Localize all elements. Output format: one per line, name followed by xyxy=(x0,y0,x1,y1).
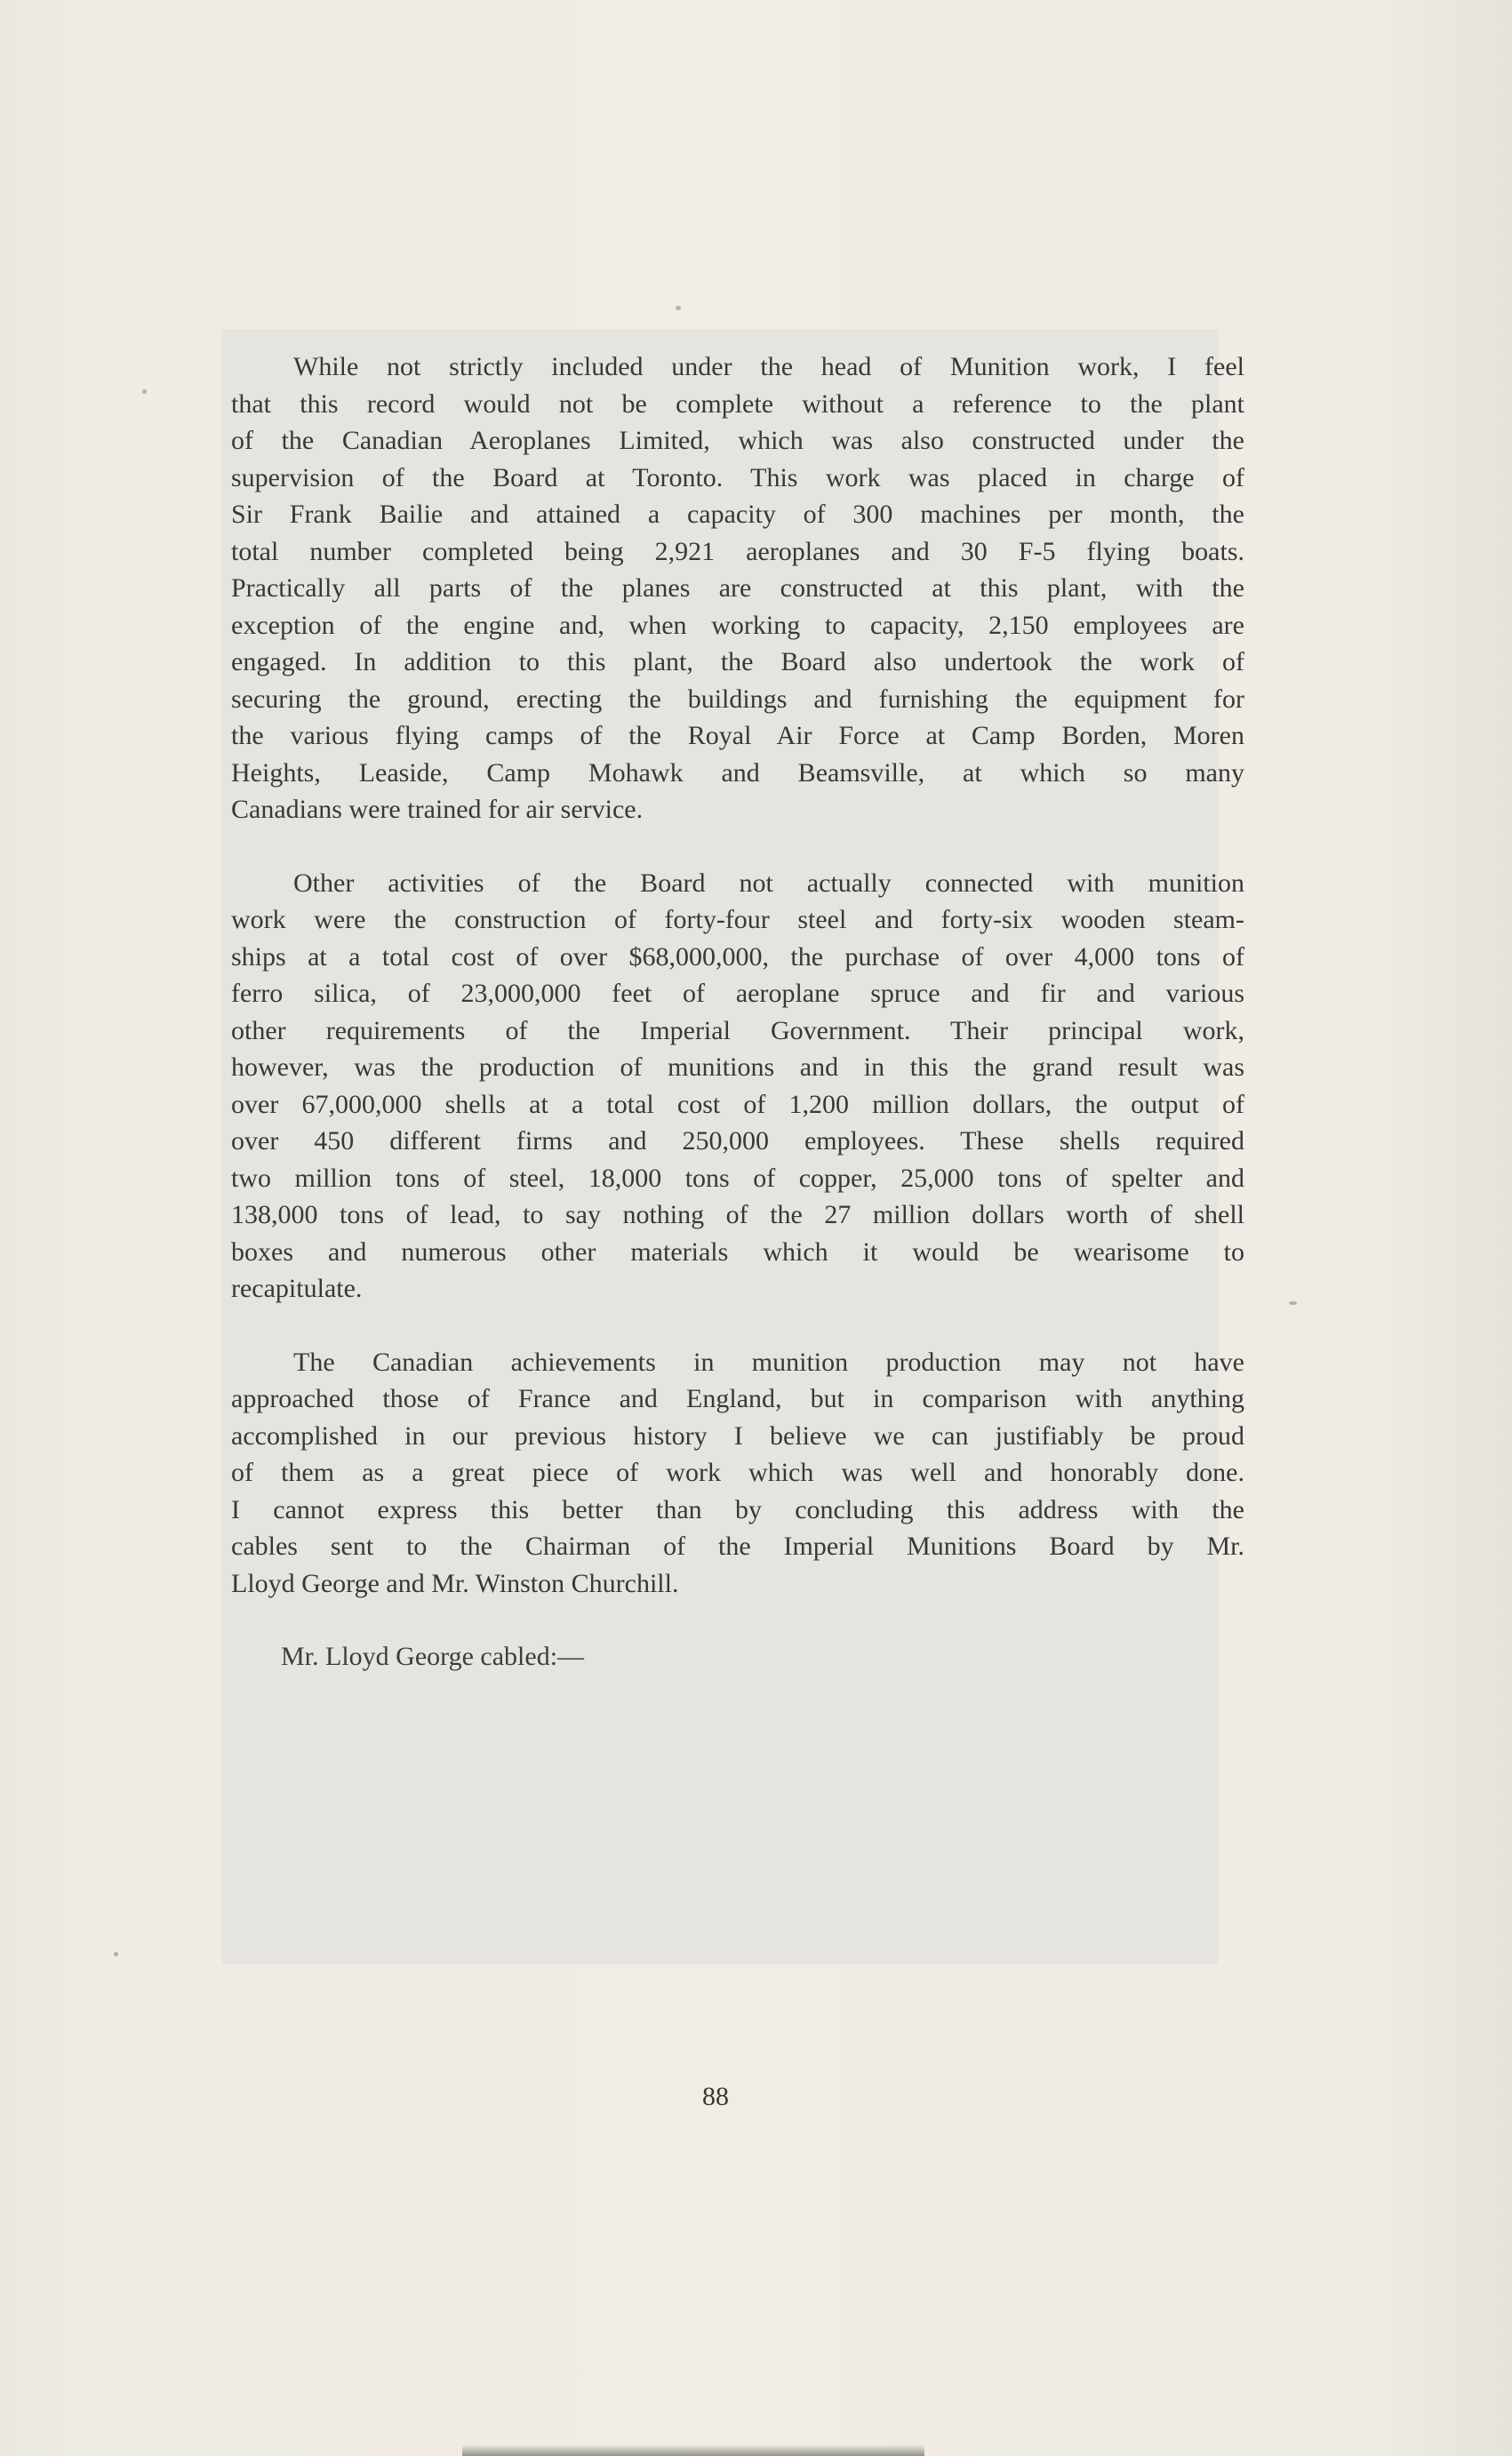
text-line: accomplished in our previous history I believe we can justifiably be proud xyxy=(231,1420,1244,1451)
text-line: of them as a great piece of work which was well and honorably done. xyxy=(231,1458,1244,1487)
text-line: Canadians were trained for air service. xyxy=(231,795,644,824)
text-line: two million tons of steel, 18,000 tons of copper, 25,000 tons of spelter and xyxy=(231,1163,1244,1193)
text-line: of the Canadian Aeroplanes Limited, which was also constructed under the xyxy=(231,426,1244,455)
text-line: 138,000 tons of lead, to say nothing of the 27 million dollars worth of shell xyxy=(231,1200,1244,1229)
text-line: ferro silica, of 23,000,000 feet of aeroplane spruce and fir and various xyxy=(231,979,1244,1008)
paragraph-achievements xyxy=(231,1344,1244,1603)
paper-speck xyxy=(676,306,681,310)
paper-speck xyxy=(142,389,147,394)
paper-speck xyxy=(114,1952,118,1956)
text-line: While not strictly included under the head of Munition work, I feel xyxy=(293,352,1244,381)
text-line: engaged. In addition to this plant, the Board also undertook the work of xyxy=(231,647,1244,676)
text-line: securing the ground, erecting the buildings and furnishing the equipment for xyxy=(231,684,1244,714)
text-line: Heights, Leaside, Camp Mohawk and Beamsville, at which so many xyxy=(231,757,1244,788)
text-line: that this record would not be complete without a reference to the plant xyxy=(231,388,1244,419)
text-line: boxes and numerous other materials which it would be wearisome to xyxy=(231,1236,1244,1267)
text-line: recapitulate. xyxy=(231,1274,363,1303)
binding-shadow xyxy=(462,2444,924,2456)
text-line: cables sent to the Chairman of the Imperial Munitions Board by Mr. xyxy=(231,1532,1244,1561)
text-line: Lloyd George and Mr. Winston Churchill. xyxy=(231,1568,679,1598)
body-text xyxy=(231,348,1244,1676)
text-line: Other activities of the Board not actually connected with munition xyxy=(293,868,1244,898)
text-line: total number completed being 2,921 aeroplanes and 30 F-5 flying boats. xyxy=(231,536,1244,566)
cable-intro: Mr. Lloyd George cabled:— xyxy=(281,1642,585,1671)
text-line: approached those of France and England, but in comparison with anything xyxy=(231,1384,1244,1413)
text-line: I cannot express this better than by concluding this address with the xyxy=(231,1494,1244,1524)
text-line: exception of the engine and, when working to capacity, 2,150 employees are xyxy=(231,610,1244,640)
text-line: The Canadian achievements in munition production may not have xyxy=(293,1347,1244,1377)
text-line: the various flying camps of the Royal Air Force at Camp Borden, Moren xyxy=(231,721,1244,750)
text-line: however, was the production of munitions and in this the grand result was xyxy=(231,1052,1244,1082)
text-line: over 450 different firms and 250,000 employees. These shells required xyxy=(231,1126,1244,1156)
text-line: supervision of the Board at Toronto. This work was placed in charge of xyxy=(231,462,1244,492)
page-number: 88 xyxy=(702,2082,729,2111)
text-line: Sir Frank Bailie and attained a capacity of 300 machines per month, the xyxy=(231,500,1244,529)
paragraph-other-activities xyxy=(231,865,1244,1308)
text-line: Practically all parts of the planes are constructed at this plant, with the xyxy=(231,573,1244,603)
paragraph-aeroplanes xyxy=(231,348,1244,828)
text-line: over 67,000,000 shells at a total cost of 1,200 million dollars, the output of xyxy=(231,1089,1244,1119)
text-line: work were the construction of forty-four steel and forty-six wooden steam- xyxy=(231,905,1244,934)
text-line: ships at a total cost of over $68,000,000, the purchase of over 4,000 tons of xyxy=(231,941,1244,972)
text-line: other requirements of the Imperial Government. Their principal work, xyxy=(231,1015,1244,1045)
paper-speck xyxy=(1289,1301,1297,1305)
